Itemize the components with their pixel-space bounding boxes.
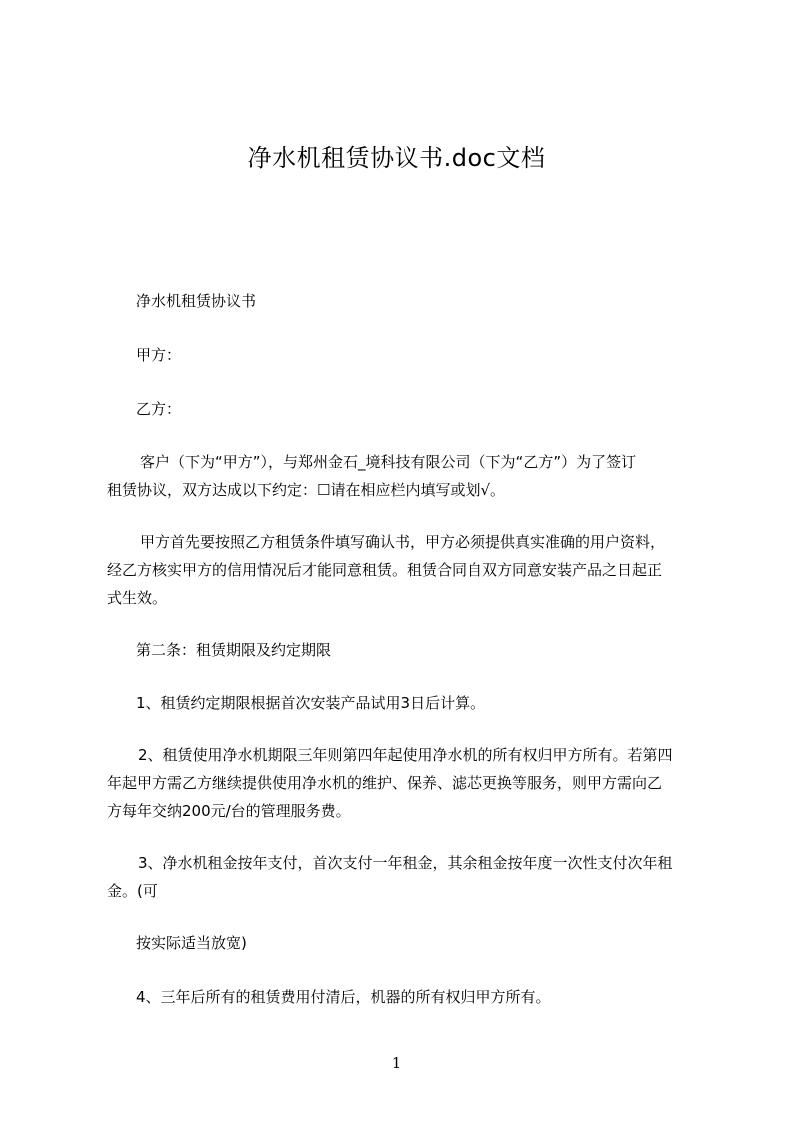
paragraph-line: 经乙方核实甲方的信用情况后才能同意租赁。租赁合同自双方同意安装产品之日起正: [107, 561, 663, 579]
clause-line: 方每年交纳200元/台的管理服务费。: [107, 802, 351, 820]
clause-line: 按实际适当放宽): [136, 934, 247, 952]
paragraph-line: 甲方首先要按照乙方租赁条件填写确认书，甲方必须提供真实准确的用户资料，: [140, 533, 666, 551]
article-2-heading: 第二条：租赁期限及约定期限: [136, 641, 332, 659]
intro-line: 租赁协议，双方达成以下约定：☐请在相应栏内填写或划√。: [107, 481, 506, 499]
agreement-heading: 净水机租赁协议书: [136, 292, 257, 310]
intro-line: 客户（下为“甲方”），与郑州金石_境科技有限公司（下为“乙方”）为了签订: [140, 453, 637, 471]
document-title: 净水机租赁协议书.doc文档: [247, 144, 546, 172]
party-b-label: 乙方：: [136, 400, 182, 418]
page-number: 1: [391, 1054, 402, 1072]
clause-4: 4、三年后所有的租赁费用付清后，机器的所有权归甲方所有。: [136, 988, 551, 1006]
clause-line: 3、净水机租金按年支付，首次支付一年租金，其余租金按年度一次性支付次年租: [138, 854, 673, 872]
clause-line: 金。(可: [107, 882, 158, 900]
clause-line: 年起甲方需乙方继续提供使用净水机的维护、保养、滤芯更换等服务，则甲方需向乙: [107, 774, 663, 792]
clause-1: 1、租赁约定期限根据首次安装产品试用3日后计算。: [136, 694, 486, 712]
party-a-label: 甲方：: [136, 346, 182, 364]
clause-line: 2、租赁使用净水机期限三年则第四年起使用净水机的所有权归甲方所有。若第四: [138, 746, 673, 764]
paragraph-line: 式生效。: [107, 589, 168, 607]
